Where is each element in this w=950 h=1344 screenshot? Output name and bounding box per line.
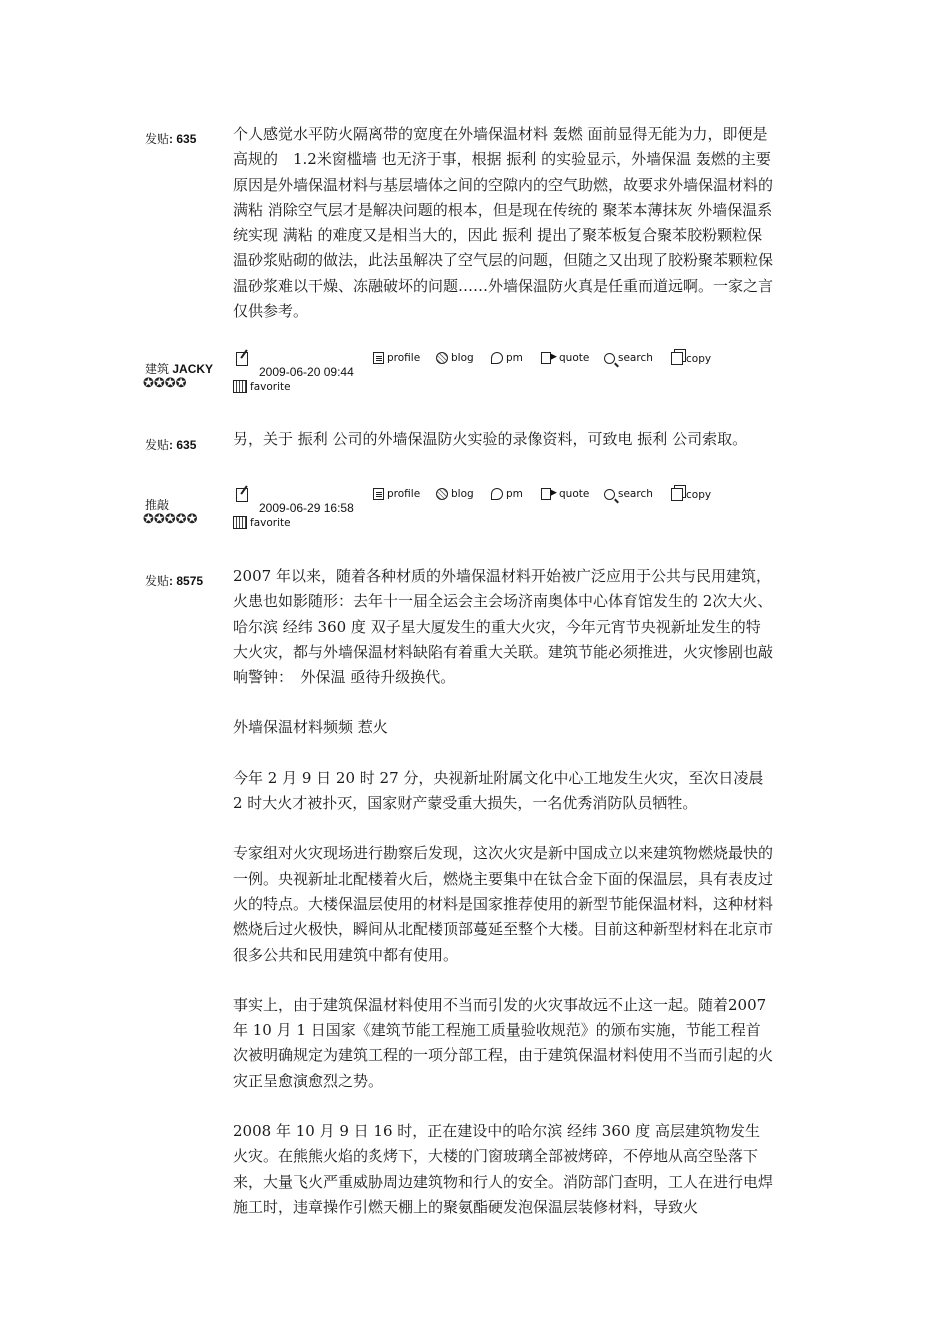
edit-icon <box>236 488 248 502</box>
copy-icon <box>671 352 683 365</box>
search-button[interactable]: search <box>604 488 653 500</box>
post-date: 2009-06-20 09:44 <box>259 365 354 379</box>
favorite-icon <box>233 380 247 393</box>
copy-button[interactable]: copy <box>671 352 711 365</box>
favorite-button[interactable]: favorite <box>233 380 291 393</box>
copy-icon <box>671 488 683 501</box>
edit-icon[interactable] <box>236 488 248 502</box>
edit-icon[interactable] <box>236 352 248 366</box>
favorite-icon <box>233 516 247 529</box>
post-paragraph: 事实上，由于建筑保温材料使用不当而引发的火灾事故远不止这一起。随着2007 年 10 月 1 日国家《建筑节能工程施工质量验收规范》的颁布实施，节能工程首次被明确规定为建筑工程的一项分部工程，由于建筑保温材料使用不当而引起的火灾正呈愈演愈烈之势。 <box>233 995 774 1090</box>
rank-stars: ✪✪✪✪✪ <box>143 512 198 527</box>
search-icon <box>604 353 615 364</box>
rank-stars: ✪✪✪✪ <box>143 376 187 391</box>
post-count-label: 发贴: 635 <box>145 438 197 452</box>
pm-button[interactable]: pm <box>491 352 523 364</box>
copy-button[interactable]: copy <box>671 488 711 501</box>
post-paragraph: 2007 年以来，随着各种材质的外墙保温材料开始被广泛应用于公共与民用建筑，火患也如影随形：去年十一届全运会主会场济南奥体中心体育馆发生的 2次大火、哈尔滨 经纬 360 度 双子星大厦发生的重大火灾，今年元宵节央视新址发生的特大火灾，都与外墙保温材料缺陷有着重大关联。建筑节能必须推进，火灾惨剧也敲响警钟： 外保温 亟待升级换代。 <box>233 567 774 687</box>
quote-button[interactable]: ▶ quote <box>541 352 589 364</box>
quote-icon <box>541 488 551 500</box>
author-name[interactable]: 推敲 <box>145 498 170 512</box>
profile-icon <box>373 488 384 500</box>
post-paragraph: 2008 年 10 月 9 日 16 时，正在建设中的哈尔滨 经纬 360 度 高层建筑物发生火灾。在熊熊火焰的炙烤下，大楼的门窗玻璃全部被烤碎，不停地从高空坠落下来，大量飞火严重威胁周边建筑物和行人的安全。消防部门查明，工人在进行电焊施工时，违章操作引燃天棚上的聚氨酯硬发泡保温层装修材料，导致火 <box>233 1122 774 1216</box>
post-paragraph: 专家组对火灾现场进行勘察后发现，这次火灾是新中国成立以来建筑物燃烧最快的一例。央视新址北配楼着火后，燃烧主要集中在钛合金下面的保温层，具有表皮过火的特点。大楼保温层使用的材料是国家推荐使用的新型节能保温材料，这种材料燃烧后过火极快，瞬间从北配楼顶部蔓延至整个大楼。目前这种新型材料在北京市很多公共和民用建筑中都有使用。 <box>233 844 774 964</box>
post-count-label: 发贴: 8575 <box>145 574 204 588</box>
quote-icon <box>541 352 551 364</box>
blog-icon <box>436 488 448 500</box>
post-toolbar <box>233 488 753 528</box>
post-body <box>233 564 773 1220</box>
profile-button[interactable]: profile <box>373 488 420 500</box>
post-paragraph: 今年 2 月 9 日 20 时 27 分，央视新址附属文化中心工地发生火灾，至次日凌晨 2 时大火才被扑灭，国家财产蒙受重大损失，一名优秀消防队员牺牲。 <box>233 768 764 813</box>
post-date: 2009-06-29 16:58 <box>259 501 354 515</box>
post-paragraph: 个人感觉水平防火隔离带的宽度在外墙保温材料 轰燃 面前显得无能为力，即便是高规的 1.2米窗槛墙 也无济于事，根据 振利 的实验显示，外墙保温 轰燃的主要原因是外墙保温材料与基层墙体之间的空隙内的空气助燃，故要求外墙保温材料的 满粘 消除空气层才是解决问题的根本，但是现在传统的 聚苯本薄抹灰 外墙保温系统实现 满粘 的难度又是相当大的，因此 振利 提出了聚苯板复合聚苯胶粉颗粒保温砂浆贴砌的做法，此法虽解决了空气层的问题，但随之又出现了胶粉聚苯颗粒保温砂浆难以干燥、冻融破坏的问题……外墙保温防火真是任重而道远啊。一家之言仅供参考。 <box>233 125 774 321</box>
pm-icon <box>491 488 503 500</box>
post-body <box>233 122 773 324</box>
post-toolbar <box>233 352 753 392</box>
blog-button[interactable]: blog <box>436 352 474 364</box>
profile-icon <box>373 352 384 364</box>
search-icon <box>604 489 615 500</box>
post-count-label: 发贴: 635 <box>145 132 197 146</box>
profile-button[interactable]: profile <box>373 352 420 364</box>
author-name[interactable]: 建筑 JACKY <box>145 362 214 376</box>
search-button[interactable]: search <box>604 352 653 364</box>
blog-icon <box>436 352 448 364</box>
pm-button[interactable]: pm <box>491 488 523 500</box>
blog-button[interactable]: blog <box>436 488 474 500</box>
pm-icon <box>491 352 503 364</box>
quote-button[interactable]: ▶ quote <box>541 488 589 500</box>
post-body <box>233 427 773 452</box>
edit-icon <box>236 352 248 366</box>
post-subheading: 外墙保温材料频频 惹火 <box>233 718 388 737</box>
favorite-button[interactable]: favorite <box>233 516 291 529</box>
post-paragraph: 另，关于 振利 公司的外墙保温防火实验的录像资料，可致电 振利 公司索取。 <box>233 430 748 448</box>
